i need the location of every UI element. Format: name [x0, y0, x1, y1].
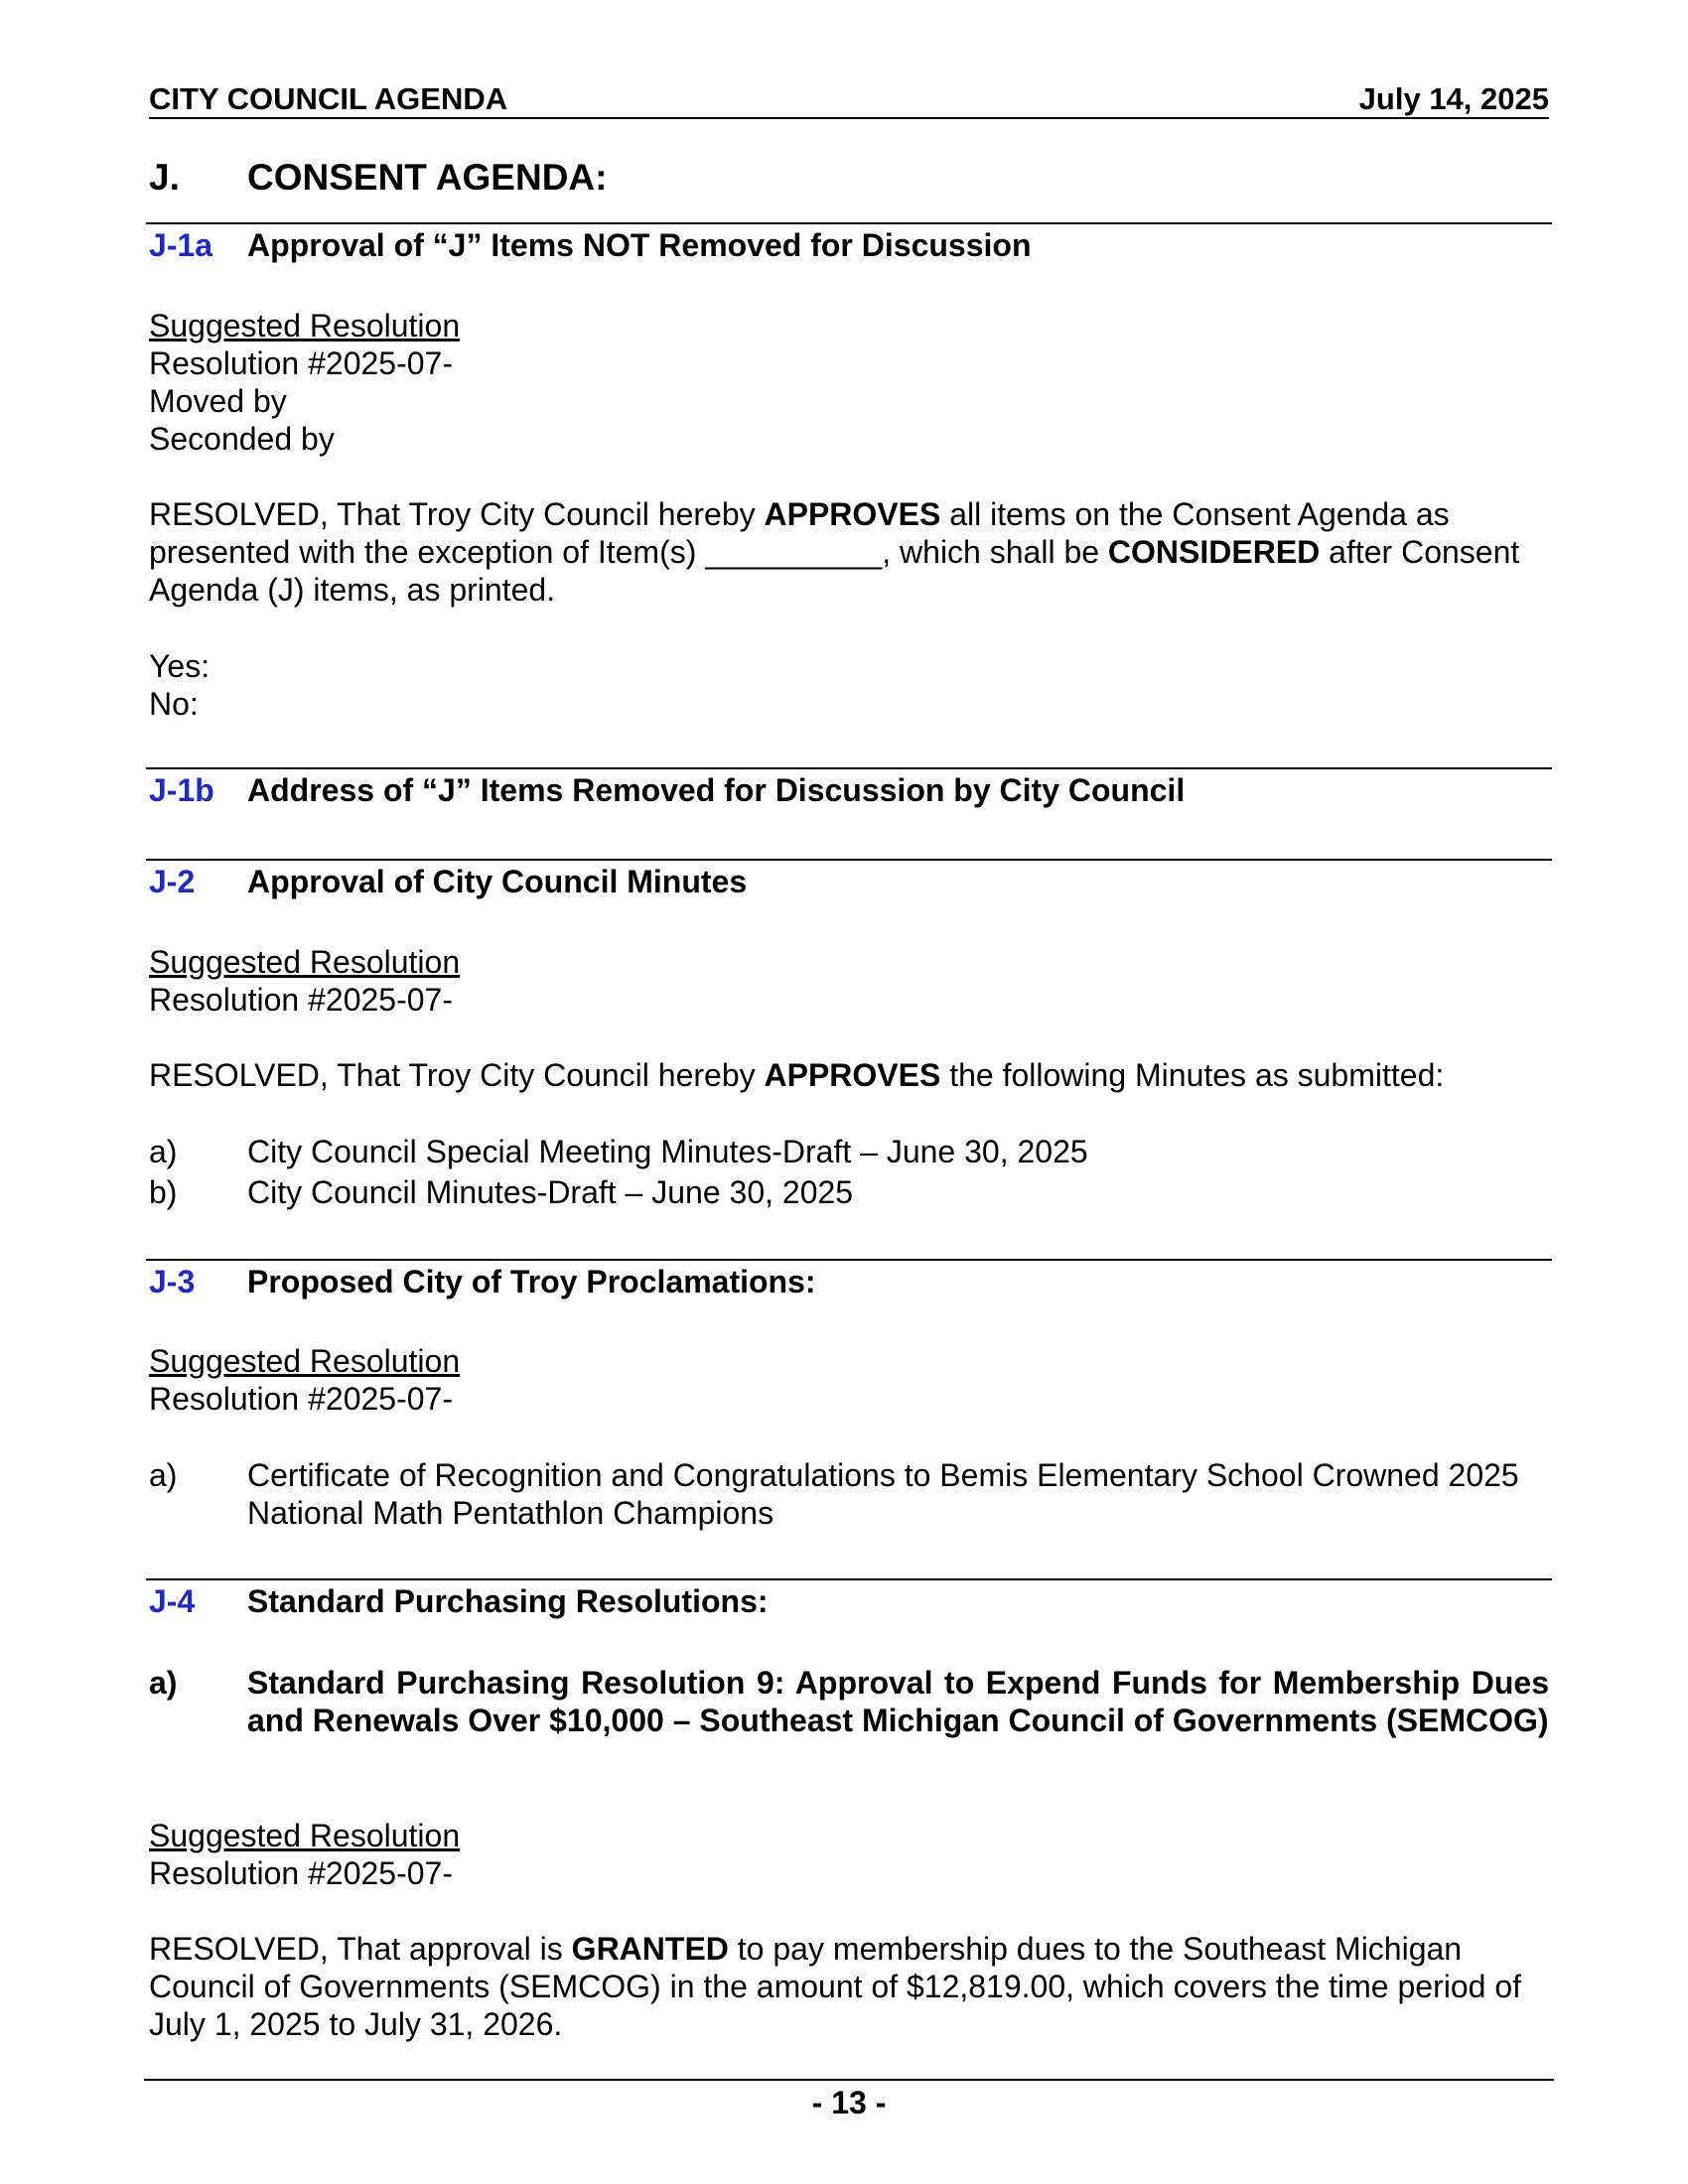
- resolution-number: Resolution #2025-07-: [149, 982, 453, 1018]
- item-code: J-1b: [149, 772, 214, 808]
- suggested-resolution-label: Suggested Resolution: [149, 1818, 461, 1853]
- list-marker: a): [149, 1665, 178, 1701]
- vote-yes: Yes:: [149, 648, 211, 684]
- list-text: Certificate of Recognition and Congratulations to Bemis Elementary School Crowned 2025 National Math Pentathlon Champions: [247, 1457, 1519, 1531]
- divider: [146, 859, 1552, 861]
- suggested-resolution-label: Suggested Resolution: [149, 308, 461, 343]
- resolution-number: Resolution #2025-07-: [149, 1381, 453, 1417]
- suggested-resolution-label: Suggested Resolution: [149, 944, 461, 980]
- item-code: J-4: [149, 1583, 196, 1619]
- seconded-by: Seconded by: [149, 421, 335, 457]
- divider: [146, 767, 1552, 769]
- item-title: Approval of “J” Items NOT Removed for Discussion: [247, 227, 1032, 263]
- footer-divider: [144, 2079, 1554, 2081]
- resolution-text: RESOLVED, That Troy City Council hereby APPROVES the following Minutes as submitted:: [149, 1057, 1445, 1093]
- page-number: - 13 -: [811, 2085, 887, 2120]
- vote-no: No:: [149, 686, 199, 722]
- item-code: J-1a: [149, 227, 213, 263]
- item-title: Proposed City of Troy Proclamations:: [247, 1264, 816, 1299]
- header-title: CITY COUNCIL AGENDA: [149, 81, 508, 116]
- divider: [146, 222, 1552, 224]
- divider: [146, 1259, 1552, 1261]
- page-header: [149, 81, 1549, 119]
- item-title: Approval of City Council Minutes: [247, 864, 748, 899]
- resolution-number: Resolution #2025-07-: [149, 345, 453, 381]
- header-date: July 14, 2025: [1358, 81, 1549, 116]
- section-title: CONSENT AGENDA:: [247, 157, 608, 198]
- list-text: City Council Special Meeting Minutes-Draft – June 30, 2025: [247, 1134, 1088, 1169]
- list-marker: b): [149, 1174, 178, 1210]
- item-title: Standard Purchasing Resolutions:: [247, 1583, 769, 1619]
- list-marker: a): [149, 1134, 178, 1169]
- item-title: Address of “J” Items Removed for Discussion by City Council: [247, 772, 1186, 808]
- moved-by: Moved by: [149, 383, 287, 419]
- item-code: J-3: [149, 1264, 196, 1299]
- list-marker: a): [149, 1457, 178, 1493]
- list-text: City Council Minutes-Draft – June 30, 2025: [247, 1174, 854, 1210]
- section-number: J.: [149, 157, 180, 198]
- purchasing-resolution-title: Standard Purchasing Resolution 9: Approval to Expend Funds for Membership Dues and Renewals Over $10,000 – Southeast Michigan Council of Governments (SEMCOG): [247, 1665, 1549, 1738]
- suggested-resolution-label: Suggested Resolution: [149, 1343, 461, 1379]
- divider: [146, 1578, 1552, 1580]
- resolution-text: RESOLVED, That approval is GRANTED to pay membership dues to the Southeast Michigan Council of Governments (SEMCOG) in the amount of $12,819.00, which covers the time period of July 1, 2025 to July 31, 2026.: [149, 1931, 1521, 2042]
- resolution-number: Resolution #2025-07-: [149, 1855, 453, 1891]
- resolution-text: RESOLVED, That Troy City Council hereby APPROVES all items on the Consent Agenda as presented with the exception of Item(s) __________, which shall be CONSIDERED after Consent Agenda (J) items, as printed.: [149, 496, 1520, 608]
- item-code: J-2: [149, 864, 196, 899]
